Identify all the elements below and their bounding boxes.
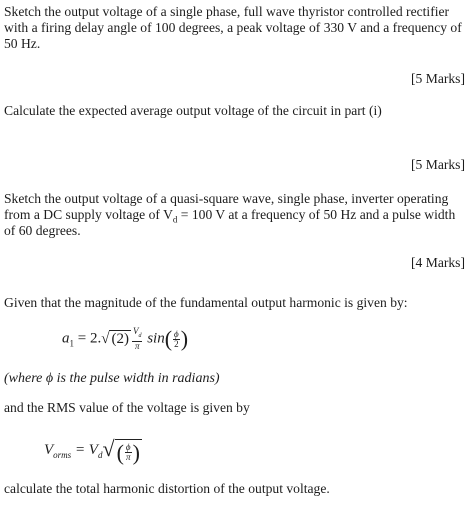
q1-line-1: Sketch the output voltage of a single phase, full wave thyristor controlled rectifier: [4, 4, 450, 19]
q1-line-2: with a firing delay angle of 100 degrees, a peak voltage of 330 V and a frequency of: [4, 20, 462, 35]
q3-line-1: Sketch the output voltage of a quasi-square wave, single phase, inverter operating: [4, 191, 449, 206]
q3-line-2: from a DC supply voltage of $V_d = 100$ V at a frequency of 50 Hz and a pulse width: [4, 207, 456, 225]
q1-line-3: 50 Hz.: [4, 36, 41, 51]
q3-marks: [4 Marks]: [411, 255, 465, 270]
q2-text: Calculate the expected average output voltage of the circuit in part (i): [4, 103, 382, 118]
final-instruction: calculate the total harmonic distortion of the output voltage.: [4, 481, 330, 496]
q2-marks: [5 Marks]: [411, 157, 465, 172]
q3-line-3: of 60 degrees.: [4, 223, 81, 238]
rms-intro: and the RMS value of the voltage is given by: [4, 400, 250, 415]
rms-voltage-equation: $V_{orms} = V_d√$( $\frac{\phi}{\pi}$ ): [44, 436, 140, 465]
q1-marks: [5 Marks]: [411, 71, 465, 86]
fundamental-harmonic-equation: $a_1 = 2.√$ (2) $\frac{V_d}{\pi}$ sin( $\frac{\phi}{2}$ ): [62, 326, 189, 351]
pulse-width-note: (where ϕ is the pulse width in radians): [4, 371, 220, 386]
q4-intro: Given that the magnitude of the fundamental output harmonic is given by:: [4, 295, 408, 310]
